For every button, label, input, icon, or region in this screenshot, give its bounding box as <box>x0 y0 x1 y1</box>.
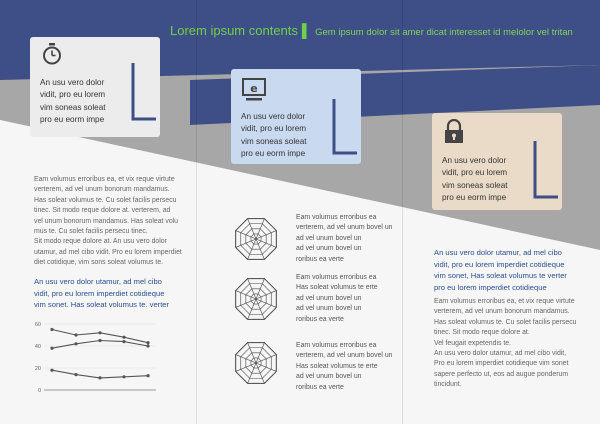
left-body-text <box>34 175 194 269</box>
card-text-line: pro eu eorm impe <box>442 193 507 203</box>
y-tick-label: 20 <box>34 366 41 372</box>
corner-l-mark <box>130 63 158 123</box>
text-line: An usu vero dolor utamur, ad mel cibo vidit, <box>434 350 567 358</box>
lock-icon <box>442 119 466 145</box>
title-separator: ▌ <box>301 23 312 38</box>
radar-text-3 <box>296 341 396 393</box>
text-line: vidit, pro eu lorem imperdiet cotidieque <box>34 288 165 298</box>
card-text-line: pro eu eorm impe <box>40 115 105 125</box>
data-point <box>50 347 53 350</box>
text-line: sapere perfecto ut, eos ad augue ponderum <box>434 370 569 378</box>
data-point <box>146 374 149 377</box>
card-monitor <box>231 69 361 164</box>
data-point <box>98 339 101 342</box>
card-text-line: An usu vero dolor <box>40 78 105 87</box>
corner-l-mark <box>331 99 359 159</box>
text-line: Pro eu lorem imperdiet cotidieque vim sonet <box>434 360 569 368</box>
fold-line-1 <box>196 0 197 424</box>
card-text-line: An usu vero dolor <box>442 156 507 165</box>
radar-chart-2 <box>226 272 286 327</box>
radar-text-1 <box>296 213 396 265</box>
card-text-line: vim soneas soleat <box>442 180 508 190</box>
data-point <box>50 328 53 331</box>
text-line: Eam volumus erroribus ea <box>296 214 377 221</box>
data-point <box>146 344 149 347</box>
text-line: vim sonet, Has soleat volumus te verter <box>434 271 567 281</box>
svg-text:e: e <box>250 82 258 95</box>
text-line: ad vel unum bovel un <box>296 305 362 313</box>
text-line: vim sonet. Has soleat volumus te. verter <box>34 300 170 310</box>
data-point <box>146 341 149 344</box>
text-line: An usu vero dolor utamur, ad mel cibo <box>34 277 162 286</box>
card-text-line: pro eu eorm impe <box>241 149 306 159</box>
text-line: roribus ea verte <box>296 255 344 263</box>
y-tick-label: 60 <box>34 322 41 328</box>
text-line: Vel feugait expetendis te. <box>434 339 512 347</box>
text-line: pro eu lorem imperdiet cotidieque <box>434 282 547 292</box>
text-line: vel unum bonorum mandamus. Has soleat volu <box>34 217 179 225</box>
corner-l-mark <box>532 141 560 201</box>
text-line: tinec. Sit modo reque dolore at. verterem, ad <box>34 207 171 215</box>
right-body-text <box>434 297 596 391</box>
page-subtitle: Gem ipsum dolor sit amer dicat interesset id melolor vel tritan <box>315 27 573 38</box>
text-line: Eam volumus erroribus ea <box>296 342 377 349</box>
text-line: tinec. Sit modo reque dolore at. <box>434 329 530 337</box>
text-line: roribus ea verte <box>296 315 344 323</box>
data-point <box>98 331 101 334</box>
data-point <box>74 373 77 376</box>
text-line: ad vel unum bovel un <box>296 373 362 381</box>
card-text-line: vidit, pro eu lorem <box>442 168 508 178</box>
text-line: mus te. Cu solet facilis persecu tinec. <box>34 228 148 236</box>
left-blue-text <box>34 276 194 311</box>
text-line: tincidunt. <box>434 381 462 389</box>
y-tick-label: 0 <box>37 388 41 394</box>
text-line: Has soleat volumus te. Cu solet facilis persecu <box>34 196 177 204</box>
text-line: Eam volumus erroribus ea, et vix reque virtute <box>434 298 575 305</box>
data-point <box>98 376 101 379</box>
clock-icon <box>40 42 64 66</box>
radar-chart-1 <box>226 212 286 267</box>
radar-text-2 <box>296 273 396 325</box>
line-chart <box>30 318 162 398</box>
y-tick-label: 40 <box>34 344 41 350</box>
fold-line-2 <box>402 0 403 424</box>
text-line: Has soleat volumus te. Cu solet facilis persecu <box>434 318 577 326</box>
text-line: Sit modo reque dolore at. An usu vero dolor <box>34 238 167 246</box>
text-line: verterem, ad vel unum bonorum mandamus. <box>434 308 570 316</box>
page-title: Lorem ipsum contents <box>170 23 298 38</box>
text-line: ad vel unum bovel un <box>296 245 362 253</box>
text-line: ad vel unum bovel un <box>296 294 362 302</box>
monitor-icon <box>241 77 267 103</box>
text-line: verterem, ad vel unum bovel un <box>296 224 393 232</box>
data-point <box>122 336 125 339</box>
text-line: Eam volumus erroribus ea, et vix reque virtute <box>34 176 175 183</box>
right-blue-text <box>434 247 594 293</box>
text-line: diet cotidique, vim sons soleat volumus te. <box>34 259 164 267</box>
text-line: Has soleat volumus te erte <box>296 284 378 292</box>
text-line: Eam volumus erroribus ea <box>296 274 377 281</box>
card-clock <box>30 37 160 137</box>
data-point <box>50 369 53 372</box>
text-line: verterem, ad vel unum bonorum mandamus. <box>34 186 170 194</box>
data-point <box>122 375 125 378</box>
text-line: Has soleat volumus te erte <box>296 362 378 370</box>
text-line: verterem, ad vel unum bovel un <box>296 352 393 360</box>
text-line: utamur, ad mel cibo vidit. Pro eu lorem imperdiet <box>34 248 182 256</box>
text-line: vidit, pro eu lorem imperdiet cotidieque <box>434 259 565 269</box>
radar-chart-3 <box>226 336 286 391</box>
card-text-line: vidit, pro eu lorem <box>40 90 106 100</box>
card-text-line: vim soneas soleat <box>241 136 307 146</box>
text-line: roribus ea verte <box>296 383 344 391</box>
data-point <box>122 340 125 343</box>
card-text-line: An usu vero dolor <box>241 112 306 121</box>
text-line: An usu vero dolor utamur, ad mel cibo <box>434 248 562 257</box>
card-text-line: vidit, pro eu lorem <box>241 124 307 134</box>
header <box>170 22 573 40</box>
data-point <box>74 333 77 336</box>
card-text-line: vim soneas soleat <box>40 102 106 112</box>
text-line: ad vel unum bovel un <box>296 234 362 242</box>
card-lock <box>432 113 562 210</box>
data-point <box>74 342 77 345</box>
